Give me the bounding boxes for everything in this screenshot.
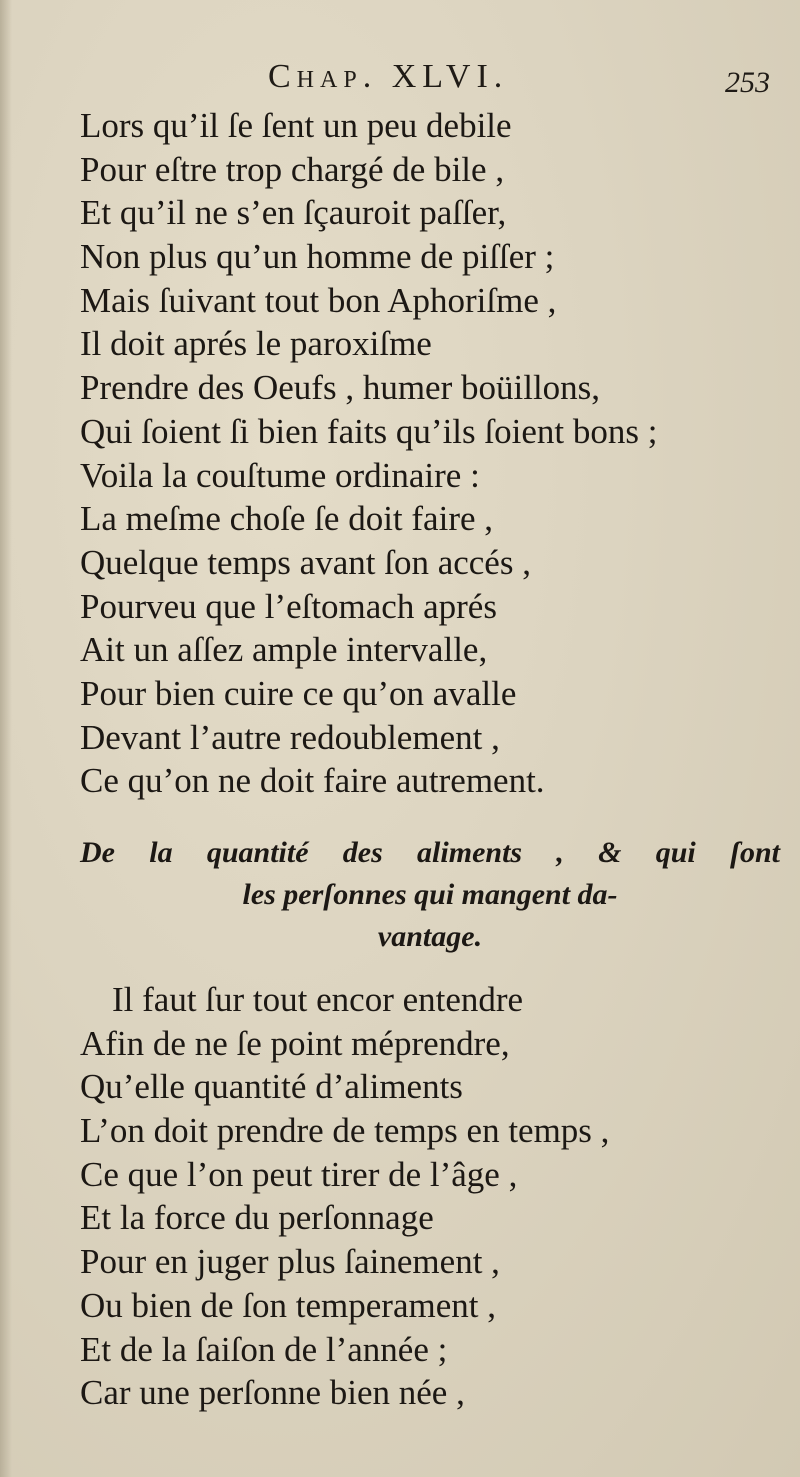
verse-line: Ce que l’on peut tirer de l’âge ,	[80, 1154, 518, 1194]
section-heading-line: vantage.	[377, 920, 483, 953]
verse-stanza-two	[80, 978, 609, 1415]
verse-line: Il faut ſur tout encor entendre	[112, 980, 524, 1019]
verse-line: Car une perſonne bien née ,	[80, 1373, 465, 1413]
verse-line: La meſme choſe ſe doit faire ,	[80, 499, 494, 539]
verse-line: Afin de ne ſe point méprendre,	[80, 1023, 510, 1063]
verse-line: Prendre des Oeufs , humer boüillons,	[80, 368, 601, 408]
verse-line: Voila la couſtume ordinaire :	[80, 455, 480, 495]
verse-line: Pourveu que l’eſtomach aprés	[80, 586, 497, 626]
running-title: Chap. XLVI.	[268, 58, 509, 95]
verse-line: Devant l’autre redoublement ,	[80, 717, 500, 757]
verse-stanza-one	[80, 104, 657, 803]
verse-line: Qui ſoient ſi bien faits qu’ils ſoient bons ;	[80, 411, 658, 451]
verse-line: Mais ſuivant tout bon Aphoriſme ,	[80, 280, 557, 320]
verse-line: Ait un aſſez ample intervalle,	[80, 630, 488, 670]
section-heading-line: De la quantité des aliments , & qui ſont	[80, 836, 780, 869]
section-heading	[80, 832, 780, 958]
verse-line: Ou bien de ſon temperament ,	[80, 1285, 496, 1325]
page-gutter-shadow	[0, 0, 12, 1477]
verse-line: Pour eſtre trop chargé de bile ,	[80, 149, 505, 189]
verse-line: Et de la ſaiſon de l’année ;	[80, 1329, 448, 1369]
verse-line: Pour bien cuire ce qu’on avalle	[80, 673, 517, 713]
verse-line: Ce qu’on ne doit faire autrement.	[80, 761, 545, 801]
bleed-through-text	[640, 60, 800, 1440]
verse-line: Et la force du perſonnage	[80, 1198, 434, 1238]
verse-line: Et qu’il ne s’en ſçauroit paſſer,	[80, 193, 507, 233]
verse-line: L’on doit prendre de temps en temps ,	[80, 1111, 610, 1151]
page-number: 253	[725, 66, 770, 99]
verse-line: Non plus qu’un homme de piſſer ;	[80, 237, 555, 277]
verse-line: Lors qu’il ſe ſent un peu debile	[80, 106, 512, 145]
verse-line: Qu’elle quantité d’aliments	[80, 1067, 463, 1107]
section-heading-line: les perſonnes qui mangent da-	[242, 878, 618, 911]
verse-line: Quelque temps avant ſon accés ,	[80, 542, 531, 582]
page-header	[0, 58, 800, 108]
verse-line: Pour en juger plus ſainement ,	[80, 1242, 500, 1282]
verse-line: Il doit aprés le paroxiſme	[80, 324, 432, 364]
